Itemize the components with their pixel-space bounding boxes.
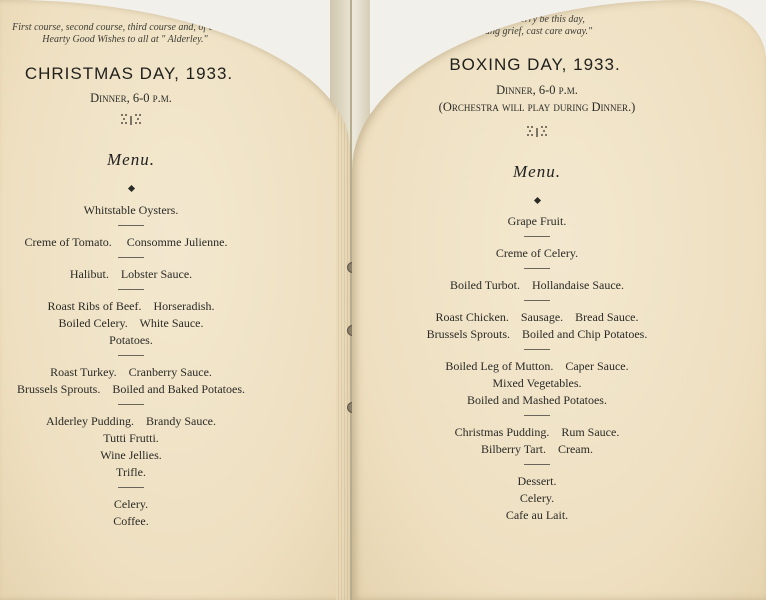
course-divider — [118, 257, 144, 258]
left-dinner-time: Dinner, 6-0 p.m. — [90, 91, 172, 105]
menu-item: Alderley Pudding. Brandy Sauce. — [46, 414, 216, 428]
right-page-boxing-day — [352, 0, 766, 600]
left-menu-heading: Menu. — [107, 150, 155, 169]
menu-item: Boiled and Mashed Potatoes. — [467, 393, 607, 407]
course-divider — [524, 236, 550, 237]
right-quote-line-2: Hang grief, cast care away." — [477, 26, 593, 37]
menu-item: Dessert. — [517, 474, 557, 488]
ornament-icon — [120, 113, 142, 127]
page-edge-stack — [336, 0, 350, 600]
menu-item: Brussels Sprouts. Boiled and Chip Potatoes. — [426, 327, 648, 341]
course-divider — [118, 225, 144, 226]
menu-item: Cafe au Lait. — [505, 508, 569, 522]
left-quote-line-2: Hearty Good Wishes to all at " Alderley." — [42, 34, 208, 45]
course-divider — [118, 404, 144, 405]
course-divider — [524, 268, 550, 269]
course-divider — [524, 415, 550, 416]
menu-item: Creme of Celery. — [495, 246, 579, 260]
menu-item: Celery. — [519, 491, 555, 505]
menu-item: Halibut. Lobster Sauce. — [69, 267, 193, 281]
diamond-icon — [533, 197, 540, 204]
menu-item: Wine Jellies. — [100, 448, 162, 462]
menu-item: Coffee. — [113, 514, 149, 528]
course-divider — [118, 289, 144, 290]
menu-item: Boiled Celery. White Sauce. — [58, 316, 204, 330]
left-menu-list — [0, 202, 276, 530]
right-ornament — [352, 125, 766, 144]
menu-item: Trifle. — [116, 465, 146, 479]
menu-item: Roast Turkey. Cranberry Sauce. — [50, 365, 212, 379]
left-title: CHRISTMAS DAY, 1933. — [24, 64, 234, 83]
course-divider — [524, 349, 550, 350]
left-quote — [0, 22, 270, 46]
left-quote-line-1: First course, second course, third course and, of course, — [12, 22, 238, 33]
menu-item: Brussels Sprouts. Boiled and Baked Potatoes. — [17, 382, 245, 396]
course-divider — [118, 487, 144, 488]
menu-item: Tutti Frutti. — [103, 431, 159, 445]
right-dinner-time: Dinner, 6-0 p.m. — [496, 83, 578, 97]
right-diamond — [352, 190, 766, 208]
menu-item: Boiled Leg of Mutton. Caper Sauce. — [445, 359, 629, 373]
menu-item: Boiled Turbot. Hollandaise Sauce. — [450, 278, 624, 292]
right-orchestra-note: (Orchestra will play during Dinner.) — [438, 100, 636, 114]
menu-item: Bilberry Tart. Cream. — [481, 442, 593, 456]
left-ornament — [0, 113, 276, 132]
menu-item: Potatoes. — [109, 333, 153, 347]
course-divider — [524, 300, 550, 301]
right-menu-heading: Menu. — [513, 162, 561, 181]
left-page-christmas — [0, 0, 350, 600]
diamond-icon — [127, 185, 134, 192]
menu-item: Celery. — [113, 497, 149, 511]
menu-item: Roast Ribs of Beef. Horseradish. — [47, 299, 215, 313]
right-quote — [352, 14, 766, 38]
menu-item: Grape Fruit. — [507, 214, 567, 228]
course-divider — [118, 355, 144, 356]
menu-item: Christmas Pudding. Rum Sauce. — [454, 425, 620, 439]
ornament-icon — [526, 125, 548, 139]
menu-item: Roast Chicken. Sausage. Bread Sauce. — [435, 310, 639, 324]
right-menu-list — [352, 213, 766, 524]
right-quote-line-1: " Let's merry be this day, — [485, 14, 585, 25]
menu-item: Whitstable Oysters. — [83, 203, 179, 217]
menu-item: Mixed Vegetables. — [492, 376, 582, 390]
course-divider — [524, 464, 550, 465]
right-title: BOXING DAY, 1933. — [449, 55, 621, 74]
left-diamond — [0, 178, 276, 196]
menu-item: Creme of Tomato. Consomme Julienne. — [24, 235, 228, 249]
